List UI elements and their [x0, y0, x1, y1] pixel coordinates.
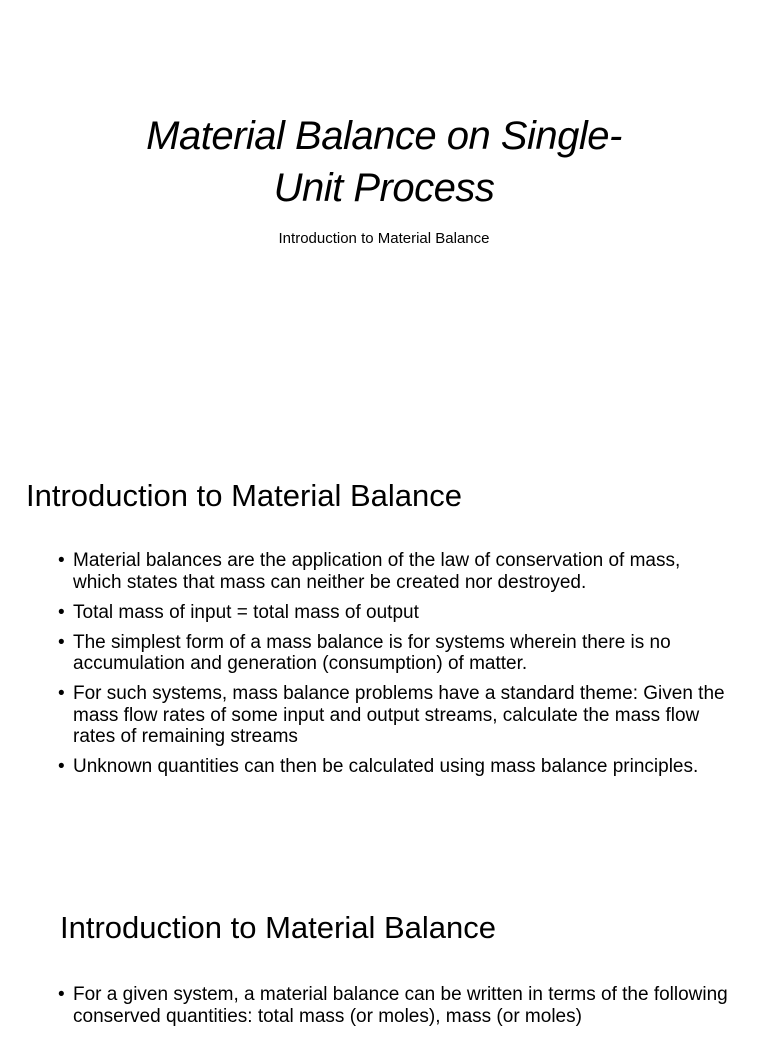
title-line-1: Material Balance on Single-	[146, 114, 622, 158]
bullet-icon: •	[58, 984, 65, 1005]
slide-heading: Introduction to Material Balance	[60, 910, 496, 945]
bullet-icon: •	[58, 631, 65, 653]
title-line-2: Unit Process	[273, 166, 495, 210]
bullet-text: For such systems, mass balance problems have a standard theme: Given the mass flow rates of some input and output streams, calculate the mass flow rates of remaining streams	[73, 683, 725, 747]
bullet-text: Total mass of input = total mass of output	[73, 601, 419, 623]
bullet-text: For a given system, a material balance can be written in terms of the following conserved quantities: total mass (or moles), mass (or moles)	[73, 984, 728, 1027]
slide-heading: Introduction to Material Balance	[26, 478, 462, 513]
content-slide-1	[0, 430, 768, 860]
list-item	[58, 756, 728, 778]
bullet-text: Material balances are the application of the law of conservation of mass, which states that mass can neither be created nor destroyed.	[73, 550, 681, 593]
list-item	[58, 632, 728, 675]
bullet-list	[58, 550, 728, 786]
bullet-list	[58, 984, 728, 1036]
bullet-icon: •	[58, 756, 65, 777]
list-item	[58, 602, 728, 624]
bullet-icon: •	[58, 683, 65, 704]
bullet-icon: •	[58, 601, 65, 623]
title-slide	[0, 0, 768, 430]
list-item	[58, 550, 728, 593]
presentation-subtitle: Introduction to Material Balance	[278, 230, 490, 247]
bullet-text: The simplest form of a mass balance is for systems wherein there is no accumulation and generation (consumption) of matter.	[73, 631, 671, 674]
content-slide-2	[0, 860, 768, 1060]
list-item	[58, 984, 728, 1027]
presentation-title	[0, 110, 768, 214]
bullet-icon: •	[58, 550, 65, 571]
list-item	[58, 683, 728, 748]
bullet-text: Unknown quantities can then be calculated using mass balance principles.	[73, 756, 699, 777]
